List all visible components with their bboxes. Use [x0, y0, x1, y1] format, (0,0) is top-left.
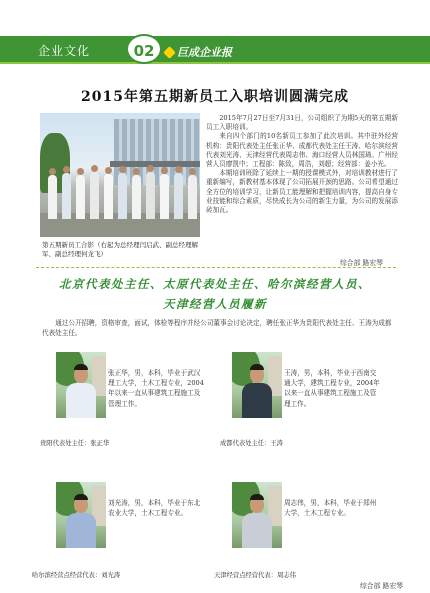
group-photo [40, 113, 200, 237]
banner-stripe [0, 62, 430, 64]
person-figure [104, 174, 113, 219]
page-number-badge: 02 [126, 34, 162, 64]
profile-photo [232, 352, 282, 418]
article2-title-line2: 天津经营人员履新 [163, 297, 267, 311]
article2-intro: 通过公开招聘，资格审查，面试，体检等程序并经公司董事会讨论决定，聘任张正华为贵阳代表处主任、王涛为成都代表处主任。 [42, 319, 392, 337]
article1-title: 2015年第五期新员工入职培训圆满完成 [81, 89, 349, 105]
profile-bio: 张正华，男，本科，毕业于武汉理工大学，土木工程专业，2004年以来一直从事建筑工程施工及管理工作。 [108, 369, 204, 408]
person-figure [48, 175, 57, 219]
person-hair [250, 494, 264, 500]
profile-bio: 周志伟，男，本科，毕业于郑州大学，土木工程专业。 [284, 499, 377, 518]
person-torso [242, 513, 272, 548]
profile-photo [232, 482, 282, 548]
profile-photo [56, 482, 106, 548]
article2-signature: 综合部 路宏琴 [360, 582, 403, 590]
article1-paragraph: 本期培训班除了延续上一期的授课模式外，对培训教材进行了重新编写，新教材基本体现了公司拓展开颈的思路。公司希望通过全方位的培训学习，让新员工能理解和把握培训内容，提高自身专业技能和综合素质，尽快成长为公司的新生力量，为公司的发展添砖加瓦。 [206, 169, 398, 215]
profile-caption: 成都代表处主任：王涛 [220, 440, 283, 447]
profile-caption: 贵阳代表处主任：张正华 [40, 440, 110, 447]
person-hair [250, 364, 264, 370]
person-torso [66, 383, 96, 418]
person-figure [188, 175, 197, 219]
group-photo-caption: 第五期新员工合影（右起为总经理闫启武、副总经理解军、副总经理何龙飞） [42, 241, 198, 258]
article1-paragraph: 2015年7月27日至7月31日，公司组织了为期5天的第五期新员工入职培训。 [206, 114, 398, 132]
person-figure [146, 172, 155, 219]
article1-signature: 综合部 路宏琴 [340, 259, 383, 267]
profile-caption: 天津经营点经营代表：周志伟 [214, 572, 296, 579]
person-figure [174, 173, 183, 219]
person-figure [160, 174, 169, 219]
person-torso [242, 383, 272, 418]
person-figure [118, 173, 127, 219]
article2-title-line1: 北京代表处主任、太原代表处主任、哈尔滨经营人员、 [59, 277, 371, 291]
profile-bio: 刘光涛，男，本科，毕业于东北农业大学，土木工程专业。 [108, 499, 201, 518]
brand-name: 巨成企业报 [177, 46, 232, 59]
person-figure [132, 175, 141, 219]
dashed-divider [36, 267, 396, 268]
person-figure [76, 175, 85, 219]
person-hair [74, 494, 88, 500]
person-figure [62, 173, 71, 219]
person-figure [90, 172, 99, 219]
article1-body [206, 114, 398, 215]
article1-paragraph: 来自四个部门的10名新员工参加了此次培训。其中驻外经营机构：贵阳代表处主任张正华、成都代表处主任王涛、哈尔滨经营代表刘光涛、天津经营代表周志伟、海口经营人员林国琦。广州经营人员廖凯中；工程部：陈致，周浩，刘超；经营部：姜小光。 [206, 132, 398, 169]
profile-photo [56, 352, 106, 418]
person-torso [66, 513, 96, 548]
section-title: 企业文化 [38, 44, 91, 58]
profile-bio: 王涛，男，本科，毕业于西南交通大学，建筑工程专业，2004年以来一直从事建筑工程施工及管理工作。 [284, 369, 380, 408]
profile-caption: 哈尔滨经营点经营代表：刘光涛 [32, 572, 121, 579]
person-hair [74, 364, 88, 370]
